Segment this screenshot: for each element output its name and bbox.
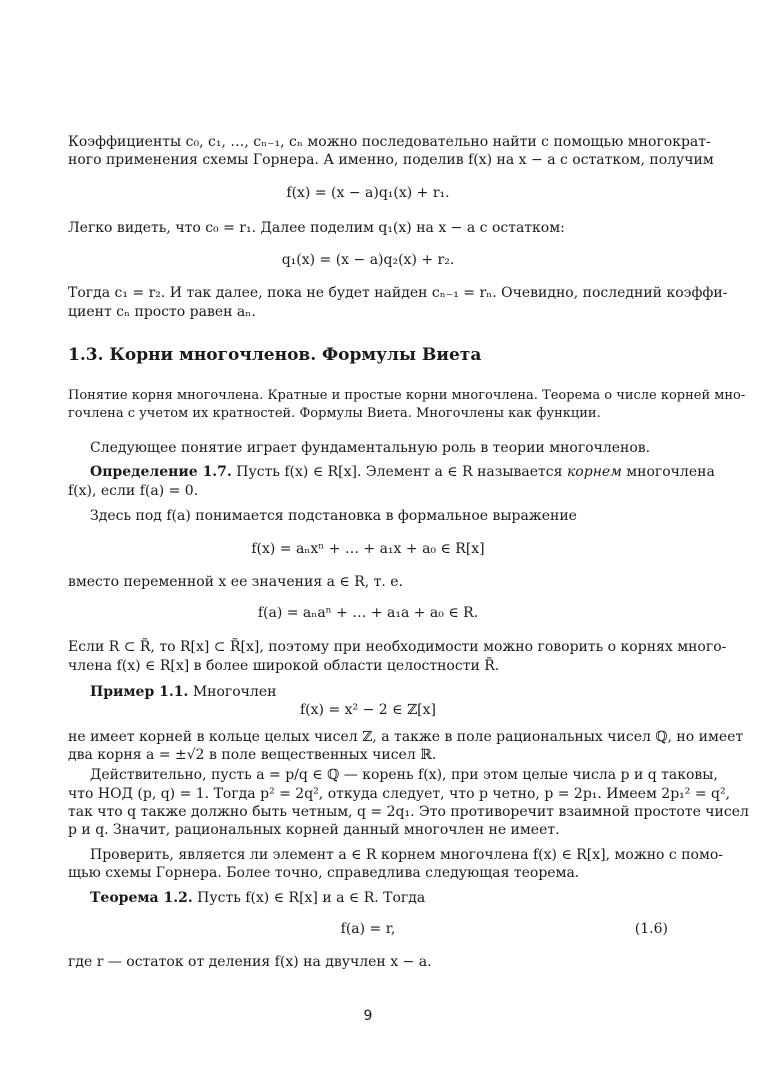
paragraph-line: p и q. Значит, рациональных корней данный многочлен не имеет. <box>68 822 560 838</box>
example <box>90 683 276 701</box>
paragraph-line: не имеет корней в кольце целых чисел ℤ, а также в поле рациональных чисел ℚ, но имеет <box>68 729 744 745</box>
page-number: 9 <box>363 1008 373 1024</box>
definition-text: Пусть f(x) ∈ R[x]. Элемент a ∈ R называется <box>236 464 567 480</box>
section-heading: 1.3. Корни многочленов. Формулы Виета <box>68 345 482 365</box>
equation-formula: f(a) = r, <box>340 921 396 937</box>
paragraph-line: Проверить, является ли элемент a ∈ R корнем многочлена f(x) ∈ R[x], можно с помо- <box>90 847 724 863</box>
paragraph-line: что НОД (p, q) = 1. Тогда p² = 2q², откуда следует, что p четно, p = 2p₁. Имеем 2p₁² = q², <box>68 786 731 802</box>
equation: f(x) = aₙxⁿ + … + a₁x + a₀ ∈ R[x] <box>251 541 485 557</box>
theorem <box>90 889 425 907</box>
paragraph-line: Следующее понятие играет фундаментальную роль в теории многочленов. <box>90 440 651 456</box>
definition-term: корнем <box>566 464 622 480</box>
equation: f(x) = (x − a)q₁(x) + r₁. <box>286 185 450 201</box>
theorem-label: Теорема 1.2. <box>90 890 193 906</box>
paragraph-line: Коэффициенты c₀, c₁, …, cₙ₋₁, cₙ можно последовательно найти с помощью многократ- <box>68 134 711 150</box>
paragraph-line: члена f(x) ∈ R[x] в более широкой области целостности R̃. <box>68 658 500 674</box>
definition-text: многочлена <box>621 464 715 480</box>
paragraph-line: Тогда c₁ = r₂. И так далее, пока не будет найден cₙ₋₁ = rₙ. Очевидно, последний коэффи- <box>68 285 728 301</box>
paragraph-line: Легко видеть, что c₀ = r₁. Далее поделим q₁(x) на x − a с остатком: <box>68 220 565 236</box>
paragraph-line: два корня a = ±√2 в поле вещественных чисел ℝ. <box>68 747 437 763</box>
paragraph-line: циент cₙ просто равен aₙ. <box>68 304 256 320</box>
paragraph-line: f(x), если f(a) = 0. <box>68 483 199 499</box>
equation: f(a) = aₙaⁿ + … + a₁a + a₀ ∈ R. <box>257 605 479 621</box>
equation: f(x) = x² − 2 ∈ ℤ[x] <box>300 702 436 718</box>
equation: q₁(x) = (x − a)q₂(x) + r₂. <box>281 252 455 268</box>
equation-number: (1.6) <box>634 921 668 937</box>
example-label: Пример 1.1. <box>90 684 189 700</box>
paragraph-line: Действительно, пусть a = p/q ∈ ℚ — корень f(x), при этом целые числа p и q таковы, <box>90 767 718 783</box>
section-summary-line: Понятие корня многочлена. Кратные и простые корни многочлена. Теорема о числе корней мно- <box>68 388 746 403</box>
paragraph-line: щью схемы Горнера. Более точно, справедлива следующая теорема. <box>68 865 580 881</box>
paragraph-line: вместо переменной x ее значения a ∈ R, т. е. <box>68 574 404 590</box>
page <box>68 0 749 1080</box>
section-summary-line: гочлена с учетом их кратностей. Формулы Виета. Многочлены как функции. <box>68 406 601 421</box>
paragraph-line: так что q также должно быть четным, q = 2q₁. Это противоречит взаимной простоте чисел <box>68 804 749 820</box>
paragraph-line: ного применения схемы Горнера. А именно, поделив f(x) на x − a с остатком, получим <box>68 152 714 168</box>
paragraph-line: Если R ⊂ R̃, то R[x] ⊂ R̃[x], поэтому при необходимости можно говорить о корнях много- <box>68 639 727 655</box>
theorem-text: Пусть f(x) ∈ R[x] и a ∈ R. Тогда <box>197 890 426 906</box>
numbered-equation <box>68 920 668 938</box>
definition-label: Определение 1.7. <box>90 464 232 480</box>
paragraph-line: Здесь под f(a) понимается подстановка в формальное выражение <box>90 508 577 524</box>
paragraph-line: где r — остаток от деления f(x) на двучлен x − a. <box>68 954 432 970</box>
example-text: Многочлен <box>192 684 277 700</box>
definition <box>90 463 715 481</box>
